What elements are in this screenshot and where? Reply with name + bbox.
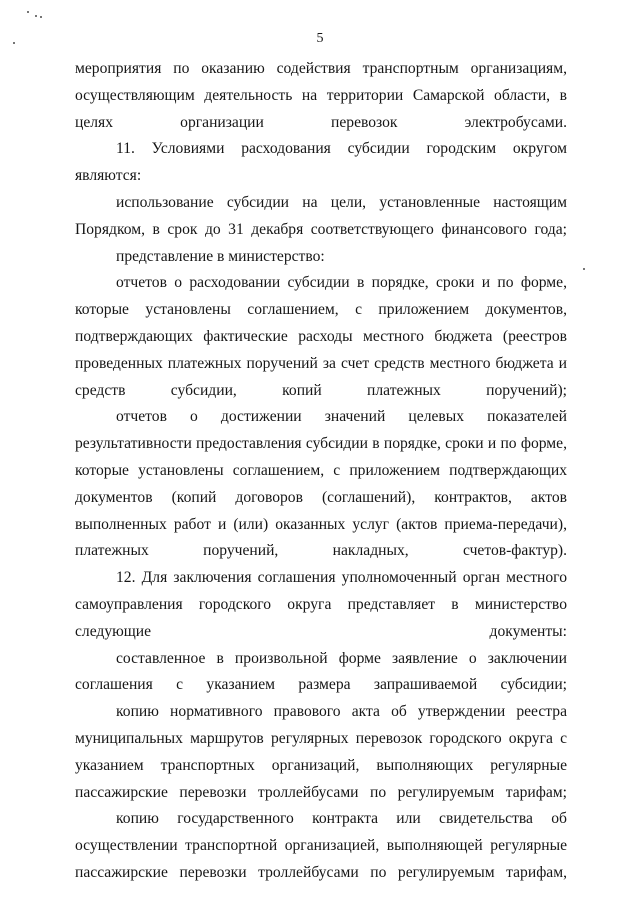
scan-speck: [35, 15, 37, 17]
page-number: 5: [316, 31, 324, 46]
paragraph: отчетов о расходовании субсидии в порядке, сроки и по форме, которые установлены соглашением, с приложением документов, подтверждающих фактические расходы местного бюджета (реестров проведенных платежных поручений за счет средств местного бюджета и средств субсидии, копий платежных поручений);: [75, 274, 567, 399]
paragraph: 11. Условиями расходования субсидии городским округом являются:: [75, 140, 567, 185]
paragraph: составленное в произвольной форме заявление о заключении соглашения с указанием размера запрашиваемой субсидии;: [75, 649, 567, 694]
document-body: [75, 56, 567, 887]
scan-speck: [27, 11, 29, 13]
paragraph: мероприятия по оказанию содействия транспортным организациям, осуществляющим деятельность на территории Самарской области, в целях организации перевозок электробусами.: [75, 60, 567, 131]
paragraph: 12. Для заключения соглашения уполномоченный орган местного самоуправления городского округа представляет в министерство следующие документы:: [75, 569, 567, 640]
scan-speck: [40, 16, 42, 18]
paragraph: отчетов о достижении значений целевых показателей результативности предоставления субсидии в порядке, сроки и по форме, которые установлены соглашением, с приложением подтверждающих документов (копий договоров (соглашений), контрактов, актов выполненных работ и (или) оказанных услуг (актов приема-передачи), платежных поручений, накладных, счетов-фактур).: [75, 408, 567, 560]
paragraph: копию государственного контракта или свидетельства об осуществлении транспортной организацией, выполняющей регулярные пассажирские перевозки троллейбусами по регулируемым тарифам,: [75, 810, 567, 881]
paragraph: представление в министерство:: [116, 247, 325, 265]
paragraph: использование субсидии на цели, установленные настоящим Порядком, в срок до 31 декабря соответствующего финансового года;: [75, 193, 567, 238]
paragraph: копию нормативного правового акта об утверждении реестра муниципальных маршрутов регулярных перевозок городского округа с указанием транспортных организаций, выполняющих регулярные пассажирские перевозки троллейбусами по регулируемым тарифам;: [75, 703, 567, 801]
scan-speck: [583, 268, 585, 270]
